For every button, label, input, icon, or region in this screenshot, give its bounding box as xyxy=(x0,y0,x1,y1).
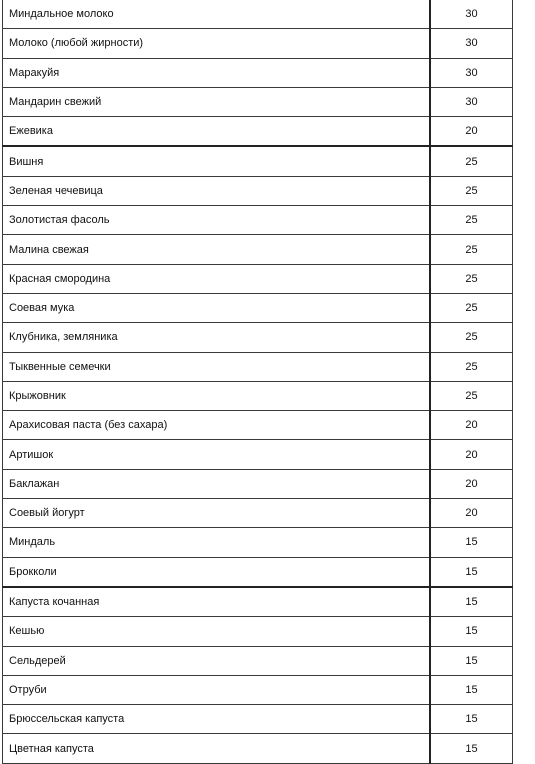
table-row xyxy=(3,617,513,646)
product-name-cell: Мандарин свежий xyxy=(3,87,431,116)
product-name-cell: Клубника, земляника xyxy=(3,323,431,352)
product-value-cell: 30 xyxy=(430,87,513,116)
product-name-cell: Миндальное молоко xyxy=(3,0,431,29)
table-row xyxy=(3,557,513,587)
table-row xyxy=(3,58,513,87)
product-name-cell: Отруби xyxy=(3,675,431,704)
table-row xyxy=(3,29,513,58)
table-row xyxy=(3,440,513,469)
product-value-cell: 25 xyxy=(430,264,513,293)
table-row xyxy=(3,469,513,498)
table-row xyxy=(3,411,513,440)
product-name-cell: Артишок xyxy=(3,440,431,469)
table-row xyxy=(3,528,513,557)
product-value-cell: 15 xyxy=(430,734,513,763)
table-row xyxy=(3,87,513,116)
product-value-cell: 25 xyxy=(430,352,513,381)
product-name-cell: Капуста кочанная xyxy=(3,587,431,617)
product-name-cell: Брюссельская капуста xyxy=(3,705,431,734)
table-row xyxy=(3,675,513,704)
product-name-cell: Золотистая фасоль xyxy=(3,206,431,235)
table-row xyxy=(3,499,513,528)
table-row xyxy=(3,734,513,763)
table-row xyxy=(3,264,513,293)
product-name-cell: Красная смородина xyxy=(3,264,431,293)
product-name-cell: Арахисовая паста (без сахара) xyxy=(3,411,431,440)
table-row xyxy=(3,323,513,352)
product-value-cell: 20 xyxy=(430,440,513,469)
product-name-cell: Молоко (любой жирности) xyxy=(3,29,431,58)
table-row xyxy=(3,587,513,617)
product-name-cell: Брокколи xyxy=(3,557,431,587)
product-value-cell: 25 xyxy=(430,235,513,264)
table-row xyxy=(3,146,513,176)
table-row xyxy=(3,206,513,235)
product-value-cell: 30 xyxy=(430,29,513,58)
product-name-cell: Тыквенные семечки xyxy=(3,352,431,381)
product-value-cell: 30 xyxy=(430,58,513,87)
product-name-cell: Ежевика xyxy=(3,117,431,147)
product-value-cell: 20 xyxy=(430,117,513,147)
product-name-cell: Миндаль xyxy=(3,528,431,557)
table-row xyxy=(3,176,513,205)
product-name-cell: Кешью xyxy=(3,617,431,646)
product-value-cell: 25 xyxy=(430,323,513,352)
product-value-cell: 25 xyxy=(430,176,513,205)
product-name-cell: Вишня xyxy=(3,146,431,176)
product-value-cell: 15 xyxy=(430,587,513,617)
product-value-cell: 20 xyxy=(430,499,513,528)
product-name-cell: Баклажан xyxy=(3,469,431,498)
product-value-cell: 15 xyxy=(430,705,513,734)
product-value-cell: 25 xyxy=(430,206,513,235)
product-name-cell: Крыжовник xyxy=(3,381,431,410)
product-name-cell: Малина свежая xyxy=(3,235,431,264)
product-value-table xyxy=(2,0,513,764)
product-value-cell: 15 xyxy=(430,675,513,704)
product-value-cell: 25 xyxy=(430,146,513,176)
table-row xyxy=(3,0,513,29)
product-name-cell: Соевый йогурт xyxy=(3,499,431,528)
table-body xyxy=(3,0,513,763)
product-name-cell: Соевая мука xyxy=(3,293,431,322)
product-value-cell: 30 xyxy=(430,0,513,29)
table-row xyxy=(3,235,513,264)
product-name-cell: Цветная капуста xyxy=(3,734,431,763)
product-value-cell: 25 xyxy=(430,381,513,410)
product-value-cell: 20 xyxy=(430,411,513,440)
product-name-cell: Сельдерей xyxy=(3,646,431,675)
table-row xyxy=(3,117,513,147)
product-value-cell: 25 xyxy=(430,293,513,322)
product-value-cell: 15 xyxy=(430,617,513,646)
table-row xyxy=(3,381,513,410)
product-value-cell: 15 xyxy=(430,557,513,587)
product-name-cell: Зеленая чечевица xyxy=(3,176,431,205)
product-value-cell: 20 xyxy=(430,469,513,498)
product-value-cell: 15 xyxy=(430,646,513,675)
table-row xyxy=(3,352,513,381)
table-row xyxy=(3,705,513,734)
product-name-cell: Маракуйя xyxy=(3,58,431,87)
table-row xyxy=(3,646,513,675)
table-row xyxy=(3,293,513,322)
product-value-cell: 15 xyxy=(430,528,513,557)
